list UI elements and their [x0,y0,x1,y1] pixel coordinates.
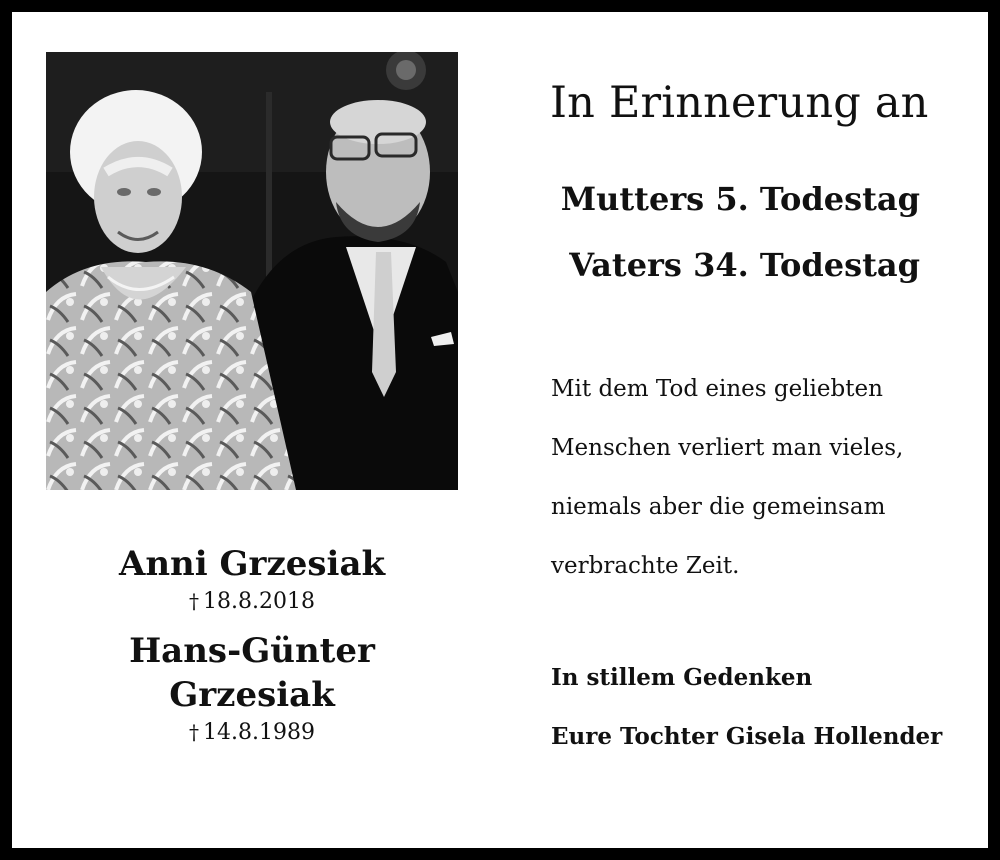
quote-line: Mit dem Tod eines geliebten [551,376,883,402]
death-date-hans [46,717,458,748]
quote-line: Menschen verliert man vieles, [551,435,904,461]
couple-photo [46,52,458,490]
person-name-anni: Anni Grzesiak [118,544,386,584]
closing-phrase: In stillem Gedenken [551,664,813,691]
person-name-hans-line2: Grzesiak [169,675,335,715]
heading: In Erinnerung an [550,78,929,128]
father-anniversary: Vaters 34. Todestag [569,246,920,284]
quote-line: verbrachte Zeit. [551,553,740,579]
date-value: 14.8.1989 [203,720,315,745]
mother-anniversary: Mutters 5. Todestag [560,180,920,218]
cross-icon: † [189,720,200,744]
signature: Eure Tochter Gisela Hollender [551,723,943,750]
deceased-names [46,542,458,760]
photo-illustration [46,52,458,490]
quote-line: niemals aber die gemeinsam [551,494,886,520]
quote [551,360,971,596]
death-date-anni [46,586,458,617]
date-value: 18.8.2018 [203,589,315,614]
person-name-hans-line1: Hans-Günter [129,631,375,671]
cross-icon: † [189,589,200,613]
